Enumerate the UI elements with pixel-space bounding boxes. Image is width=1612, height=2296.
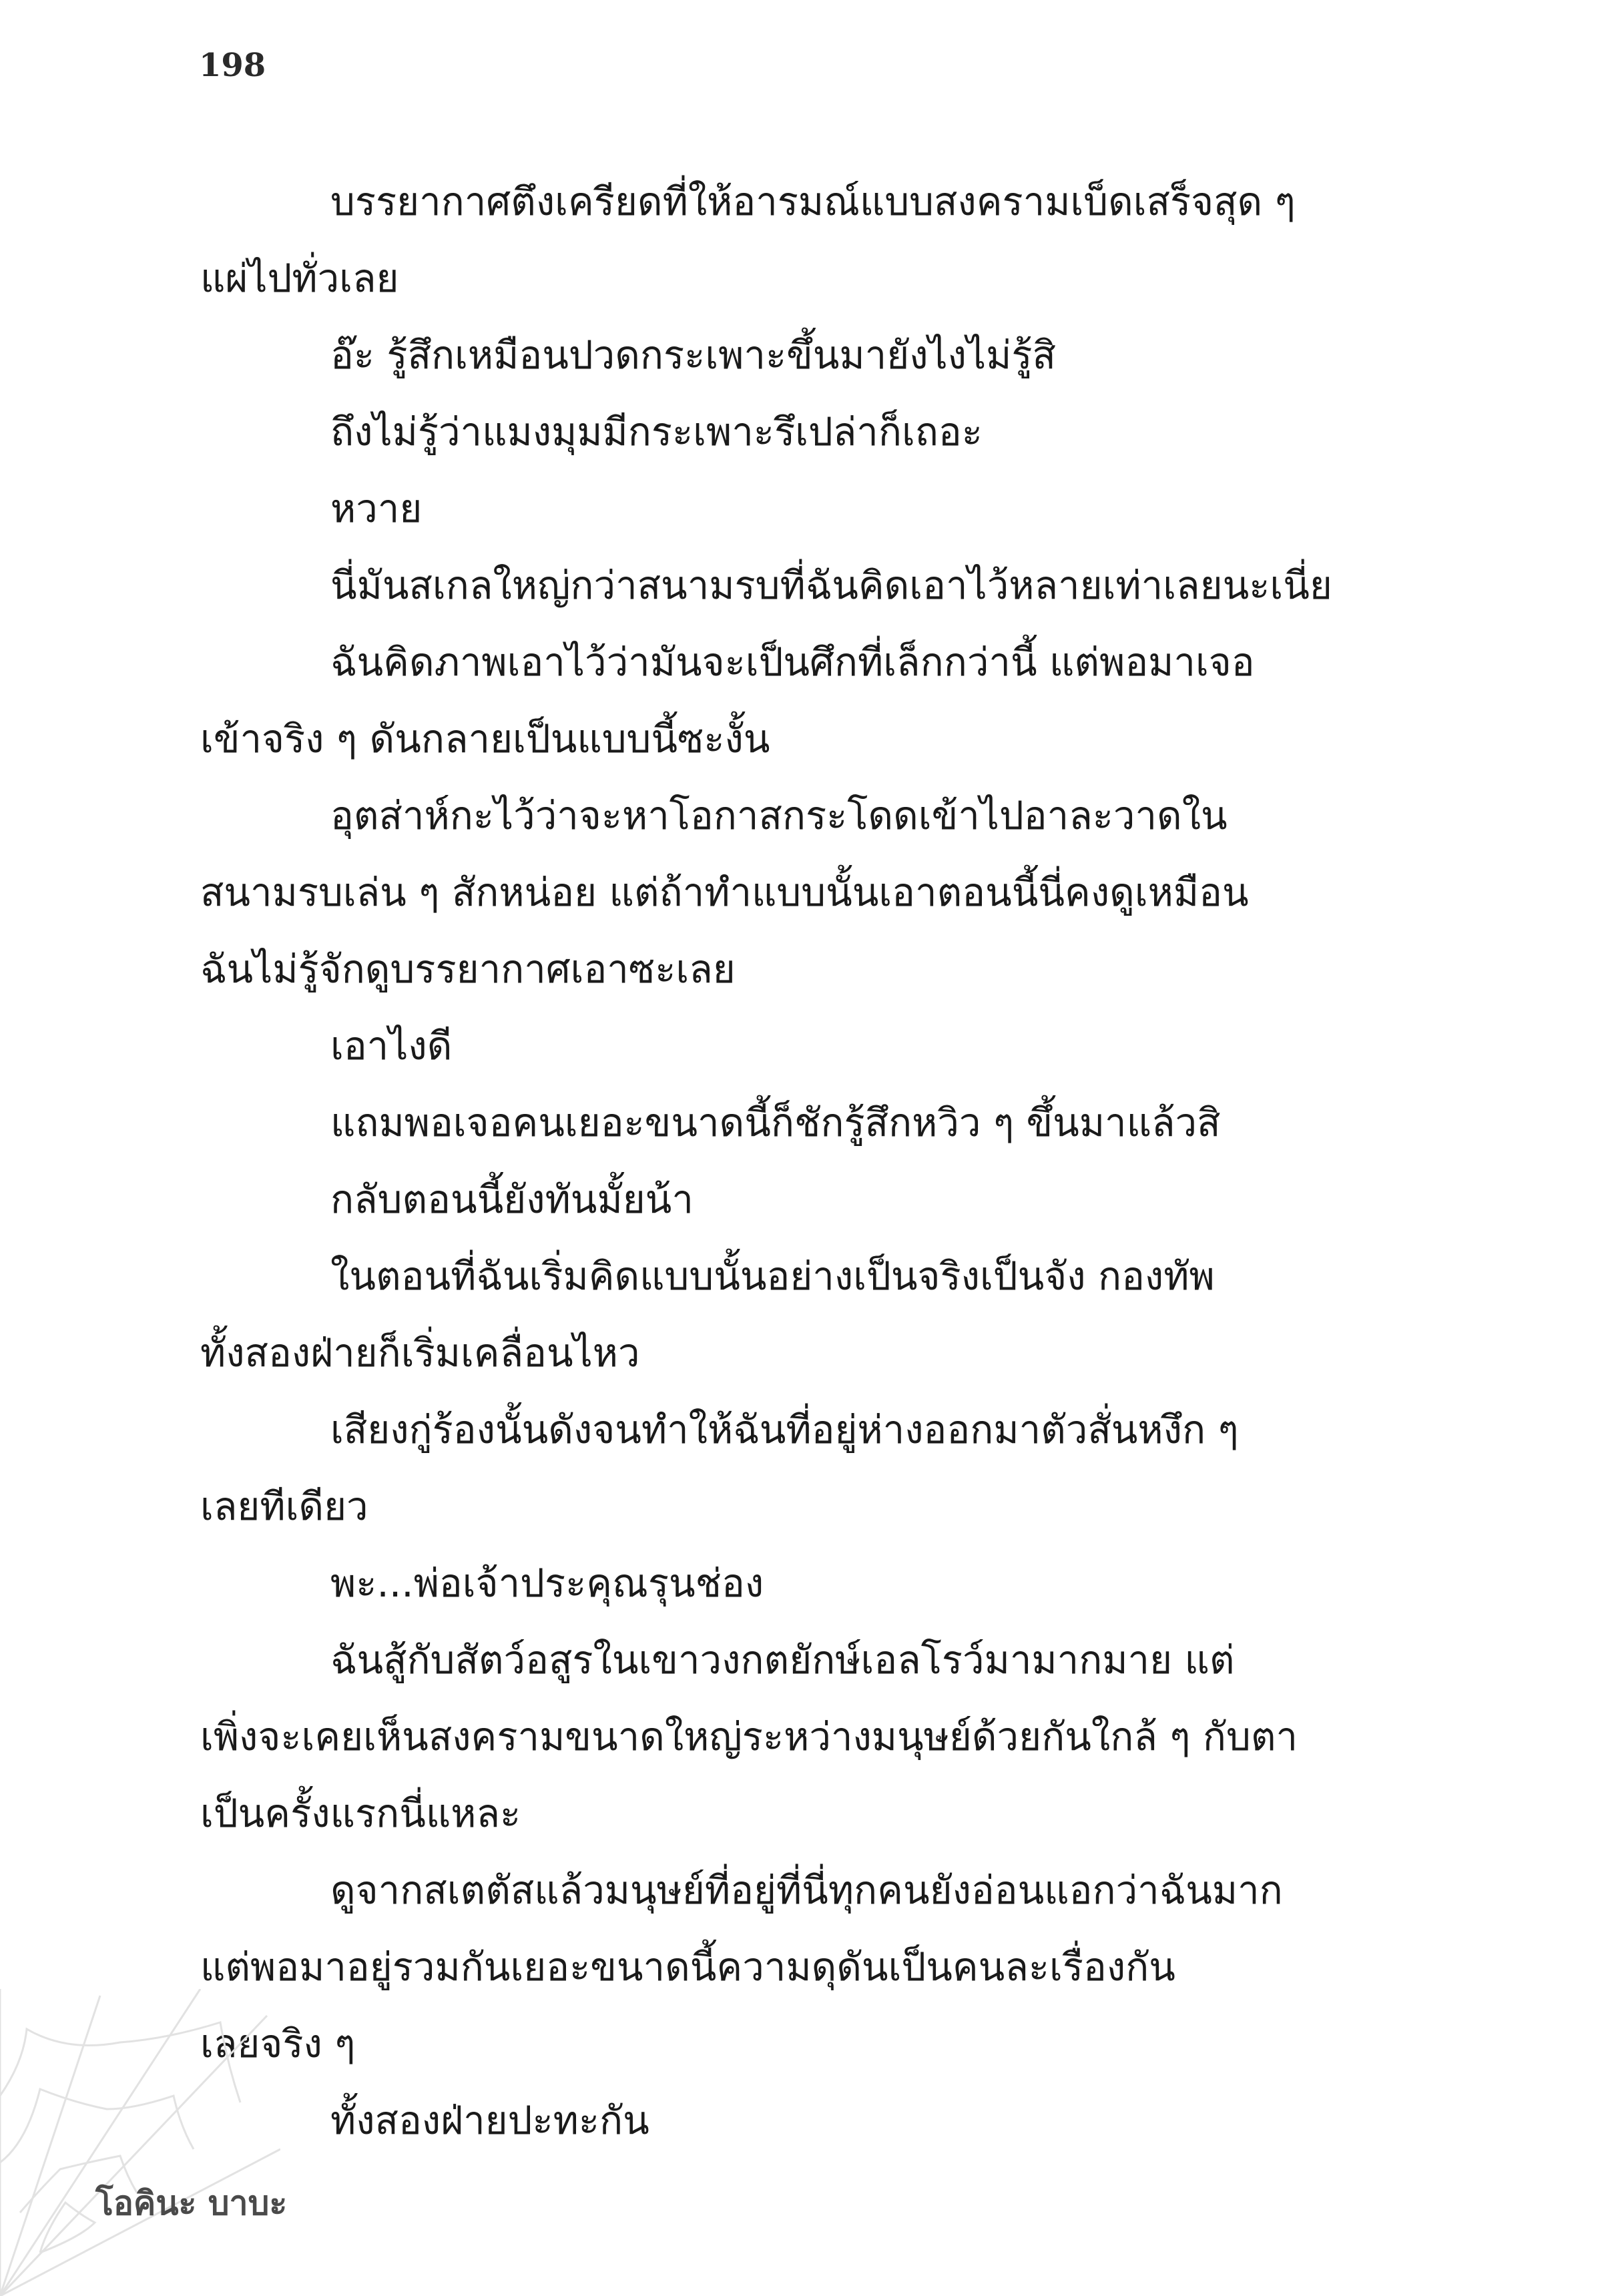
text-line: หวาย bbox=[330, 486, 423, 531]
text-line: เป็นครั้งแรกนี่แหละ bbox=[200, 1791, 521, 1836]
text-line: นี่มันสเกลใหญ่กว่าสนามรบที่ฉันคิดเอาไว้หลายเท่าเลยนะเนี่ย bbox=[330, 563, 1332, 608]
text-line: อุตส่าห์กะไว้ว่าจะหาโอกาสกระโดดเข้าไปอาละวาดใน bbox=[330, 793, 1228, 838]
text-line: ฉันคิดภาพเอาไว้ว่ามันจะเป็นศึกที่เล็กกว่านี้ แต่พอมาเจอ bbox=[330, 639, 1255, 685]
page-number: 198 bbox=[199, 47, 266, 84]
spider-web-icon bbox=[0, 1989, 280, 2296]
text-line: ทั้งสองฝ่ายปะทะกัน bbox=[330, 2098, 649, 2143]
text-line: เข้าจริง ๆ ดันกลายเป็นแบบนี้ซะงั้น bbox=[200, 716, 770, 762]
text-line: เอาไงดี bbox=[330, 1023, 453, 1069]
text-line: เลยทีเดียว bbox=[200, 1484, 368, 1529]
text-line: ฉันสู้กับสัตว์อสูรในเขาวงกตยักษ์เอลโรว์มามากมาย แต่ bbox=[330, 1637, 1235, 1683]
text-line: ฉันไม่รู้จักดูบรรยากาศเอาซะเลย bbox=[200, 946, 736, 992]
body-text bbox=[200, 164, 1408, 2159]
text-line: สนามรบเล่น ๆ สักหน่อย แต่ถ้าทำแบบนั้นเอาตอนนี้นี่คงดูเหมือน bbox=[200, 870, 1249, 915]
text-line: เลยจริง ๆ bbox=[200, 2021, 356, 2066]
text-line: เพิ่งจะเคยเห็นสงครามขนาดใหญ่ระหว่างมนุษย์ด้วยกันใกล้ ๆ กับตา bbox=[200, 1714, 1298, 1759]
text-line: พะ...พ่อเจ้าประคุณรุนช่อง bbox=[330, 1560, 764, 1606]
text-line: เสียงกู่ร้องนั้นดังจนทำให้ฉันที่อยู่ห่างออกมาตัวสั่นหงึก ๆ bbox=[330, 1407, 1239, 1452]
text-line: แผ่ไปทั่วเลย bbox=[200, 256, 399, 301]
text-line: กลับตอนนี้ยังทันมั้ยน้า bbox=[330, 1177, 694, 1222]
text-line: ถึงไม่รู้ว่าแมงมุมมีกระเพาะรึเปล่าก็เถอะ bbox=[330, 409, 983, 455]
text-line: แถมพอเจอคนเยอะขนาดนี้ก็ชักรู้สึกหวิว ๆ ขึ้นมาแล้วสิ bbox=[330, 1100, 1221, 1145]
text-line: แต่พอมาอยู่รวมกันเยอะขนาดนี้ความดุดันเป็นคนละเรื่องกัน bbox=[200, 1944, 1175, 1990]
text-line: ทั้งสองฝ่ายก็เริ่มเคลื่อนไหว bbox=[200, 1330, 640, 1376]
footer-brand: โอคินะ บาบะ bbox=[95, 2184, 288, 2223]
text-line: ดูจากสเตตัสแล้วมนุษย์ที่อยู่ที่นี่ทุกคนยังอ่อนแอกว่าฉันมาก bbox=[330, 1868, 1283, 1913]
text-line: ในตอนที่ฉันเริ่มคิดแบบนั้นอย่างเป็นจริงเป็นจัง กองทัพ bbox=[330, 1253, 1215, 1299]
text-line: อ๊ะ รู้สึกเหมือนปวดกระเพาะขึ้นมายังไงไม่รู้สิ bbox=[330, 332, 1056, 378]
text-line: บรรยากาศตึงเครียดที่ให้อารมณ์แบบสงครามเบ็ดเสร็จสุด ๆ bbox=[330, 179, 1296, 224]
